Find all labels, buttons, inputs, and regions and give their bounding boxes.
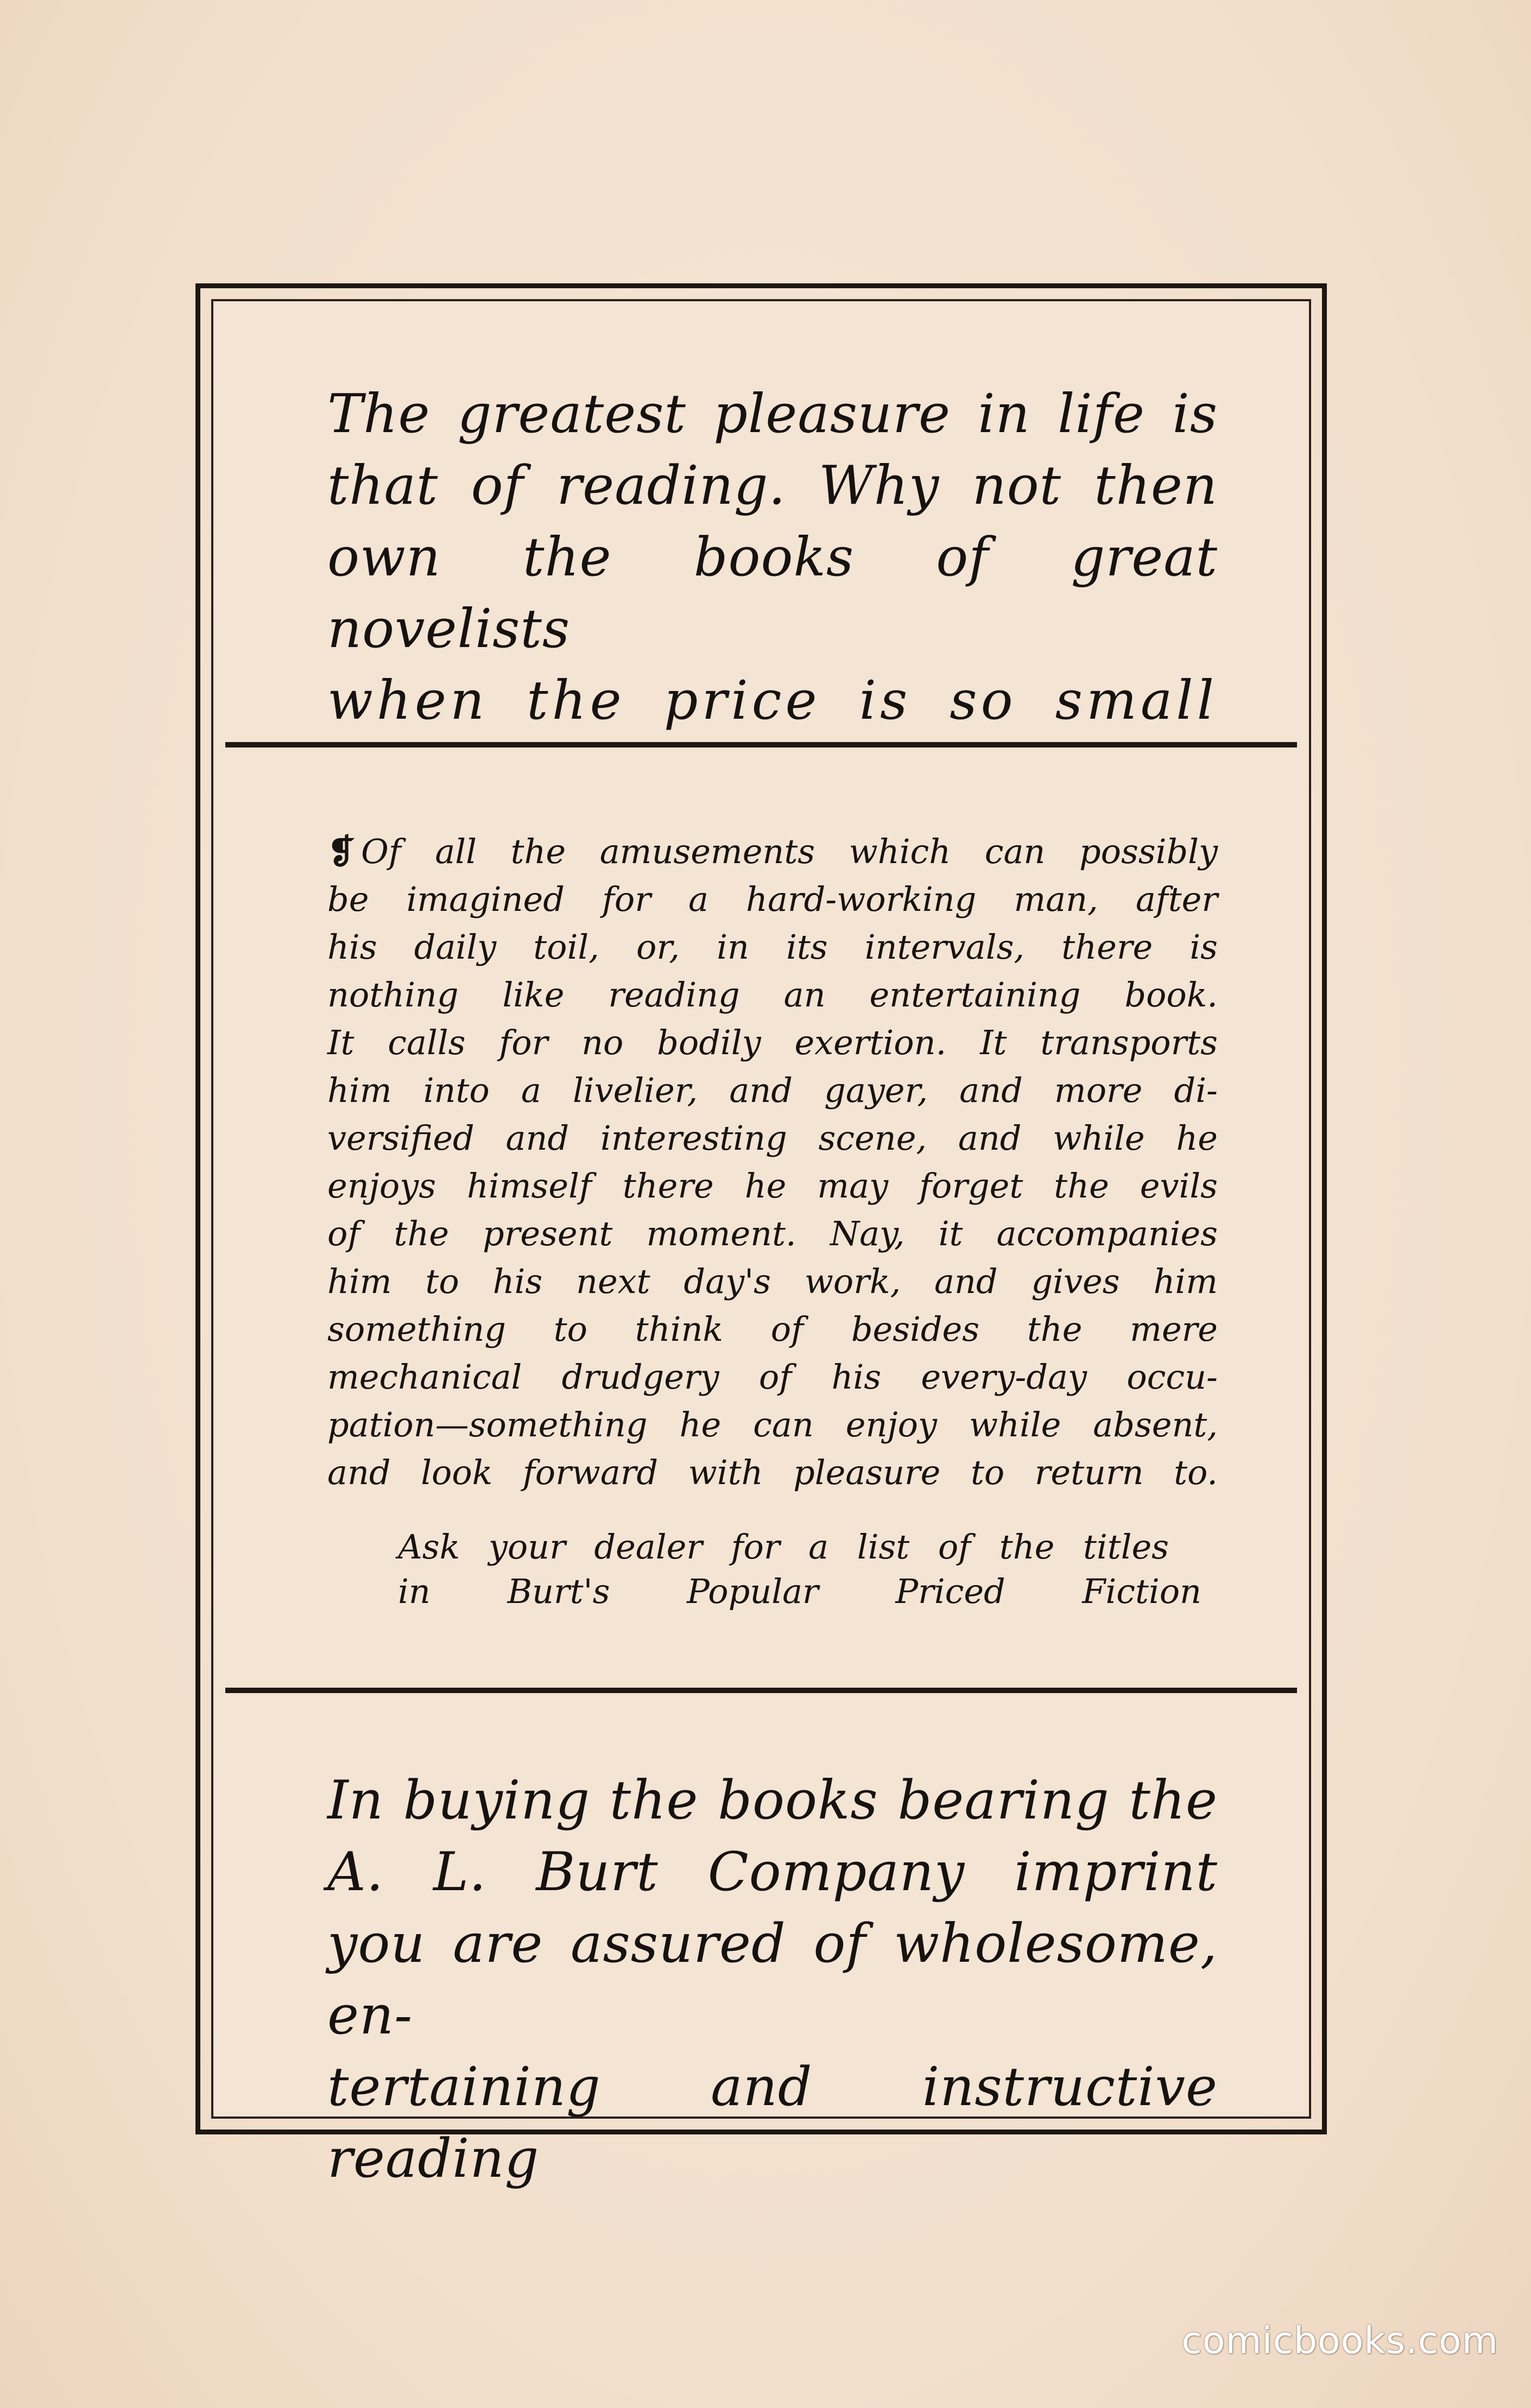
bottom-headline <box>327 1765 1218 2195</box>
paragraph-line: pation—something he can enjoy while absent, <box>327 1405 1218 1444</box>
dealer-line: Ask your dealer for a list of the titles <box>398 1527 1169 1567</box>
paragraph-line-text: Of all the amusements which can possibly <box>360 832 1218 871</box>
paragraph-line: enjoys himself there he may forget the evils <box>327 1166 1218 1206</box>
paragraph-line: him into a livelier, and gayer, and more di- <box>327 1070 1218 1110</box>
top-headline-line: that of reading. Why not then <box>327 455 1218 517</box>
paragraph-line: nothing like reading an entertaining book. <box>327 975 1218 1015</box>
site-watermark: comicbooks.com <box>1181 2320 1498 2362</box>
dealer-line: in Burt's Popular Priced Fiction <box>398 1571 1201 1611</box>
section-divider-top <box>225 742 1297 747</box>
advertisement-frame <box>195 283 1327 2190</box>
paragraph-line: be imagined for a hard-working man, after <box>327 879 1218 919</box>
bottom-headline-line: A. L. Burt Company imprint <box>327 1841 1218 1903</box>
top-headline-line: own the books of great novelists <box>327 527 1218 660</box>
paragraph-line <box>327 828 1218 876</box>
paragraph-line: versified and interesting scene, and while he <box>327 1118 1218 1158</box>
section-divider-bottom <box>225 1688 1297 1693</box>
reading-paragraph <box>327 828 1218 1497</box>
dealer-note <box>398 1525 1201 1614</box>
paragraph-line: and look forward with pleasure to return to. <box>327 1453 1218 1492</box>
paragraph-line: his daily toil, or, in its intervals, there is <box>327 927 1218 967</box>
paragraph-line: mechanical drudgery of his every-day occu- <box>327 1357 1218 1397</box>
bottom-headline-line: tertaining and instructive reading <box>327 2056 1218 2190</box>
paragraph-line: of the present moment. Nay, it accompanies <box>327 1214 1218 1253</box>
top-headline <box>327 378 1218 737</box>
top-headline-line: when the price is so small <box>327 670 1218 732</box>
pilcrow-icon: ❡ <box>327 832 356 871</box>
bottom-headline-line: you are assured of wholesome, en- <box>327 1913 1218 2046</box>
paragraph-line: him to his next day's work, and gives him <box>327 1262 1218 1301</box>
paragraph-line: something to think of besides the mere <box>327 1309 1218 1349</box>
top-headline-line: The greatest pleasure in life is <box>327 383 1218 445</box>
advertisement-inner-frame <box>211 299 1311 2190</box>
bottom-headline-line: In buying the books bearing the <box>327 1770 1218 1832</box>
paragraph-line: It calls for no bodily exertion. It transports <box>327 1023 1218 1062</box>
